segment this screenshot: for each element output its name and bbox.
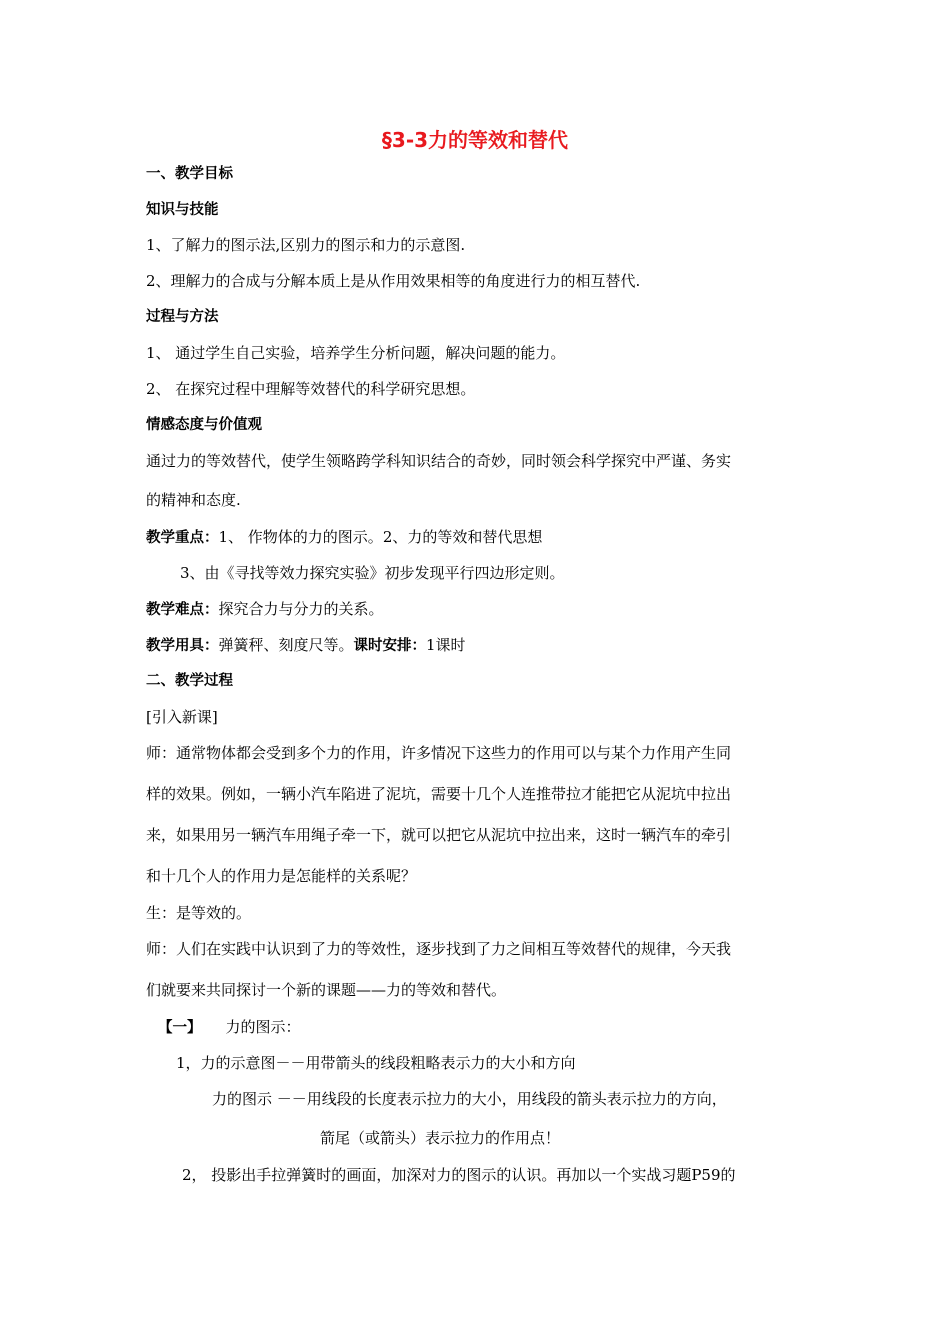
teacher-text: 们就要来共同探讨一个新的课题——力的等效和替代。	[146, 981, 507, 999]
teacher-text: 来，如果用另一辆汽车用绳子牵一下，就可以把它从泥坑中拉出来，这时一辆汽车的牵引	[146, 826, 732, 844]
teacher-text: 样的效果。例如，一辆小汽车陷进了泥坑，需要十几个人连推带拉才能把它从泥坑中拉出	[146, 785, 732, 803]
key-points-text-2: 3、由《寻找等效力探究实验》初步发现平行四边形定则。	[180, 564, 565, 582]
part1-line	[158, 1017, 301, 1038]
teacher-text: 师：人们在实践中认识到了力的等效性，逐步找到了力之间相互等效替代的规律，今天我	[146, 940, 732, 958]
part1-label: 【一】	[158, 1020, 202, 1036]
goals-heading: 一、教学目标	[146, 166, 233, 182]
tools-line	[146, 635, 466, 656]
difficulty-label: 教学难点：	[146, 602, 219, 618]
page-title: §3-3力的等效和替代	[381, 128, 569, 152]
part1-item: 1，力的示意图－－用带箭头的线段粗略表示力的大小和方向	[176, 1054, 576, 1072]
teacher-text: 和十几个人的作用力是怎能样的关系呢？	[146, 867, 417, 885]
emotion-heading: 情感态度与价值观	[146, 417, 262, 433]
tools-label: 教学用具：	[146, 638, 219, 654]
key-points-text: 1、 作物体的力的图示。2、力的等效和替代思想	[218, 528, 543, 546]
emotion-text: 通过力的等效替代，使学生领略跨学科知识结合的奇妙，同时领会科学探究中严谨、务实	[146, 452, 732, 470]
schedule-text: 1课时	[426, 636, 466, 654]
part1-subitem: 箭尾（或箭头）表示拉力的作用点！	[320, 1129, 561, 1147]
process-item: 1、 通过学生自己实验，培养学生分析问题，解决问题的能力。	[146, 344, 566, 362]
intro-heading: [引入新课]	[146, 708, 218, 726]
process-heading: 过程与方法	[146, 309, 219, 325]
process2-heading: 二、教学过程	[146, 673, 233, 689]
key-points-label: 教学重点：	[146, 530, 219, 546]
knowledge-item: 1、了解力的图示法,区别力的图示和力的示意图.	[146, 236, 466, 254]
difficulty-line	[146, 599, 384, 620]
student-text: 生：是等效的。	[146, 904, 252, 922]
part1-text: 力的图示：	[225, 1018, 301, 1036]
part1-item: 2， 投影出手拉弹簧时的画面，加深对力的图示的认识。再加以一个实战习题P59的	[182, 1166, 736, 1184]
knowledge-heading: 知识与技能	[146, 202, 219, 218]
key-points-line	[146, 527, 542, 548]
knowledge-item: 2、理解力的合成与分解本质上是从作用效果相等的角度进行力的相互替代.	[146, 272, 641, 290]
schedule-label: 课时安排：	[353, 638, 427, 654]
teacher-text: 师：通常物体都会受到多个力的作用，许多情况下这些力的作用可以与某个力作用产生同	[146, 744, 732, 762]
tools-text: 弹簧秤、刻度尺等。	[218, 636, 354, 654]
emotion-text: 的精神和态度.	[146, 491, 241, 509]
part1-subitem: 力的图示 －－用线段的长度表示拉力的大小，用线段的箭头表示拉力的方向，	[212, 1090, 727, 1108]
difficulty-text: 探究合力与分力的关系。	[218, 600, 384, 618]
process-item: 2、 在探究过程中理解等效替代的科学研究思想。	[146, 380, 476, 398]
